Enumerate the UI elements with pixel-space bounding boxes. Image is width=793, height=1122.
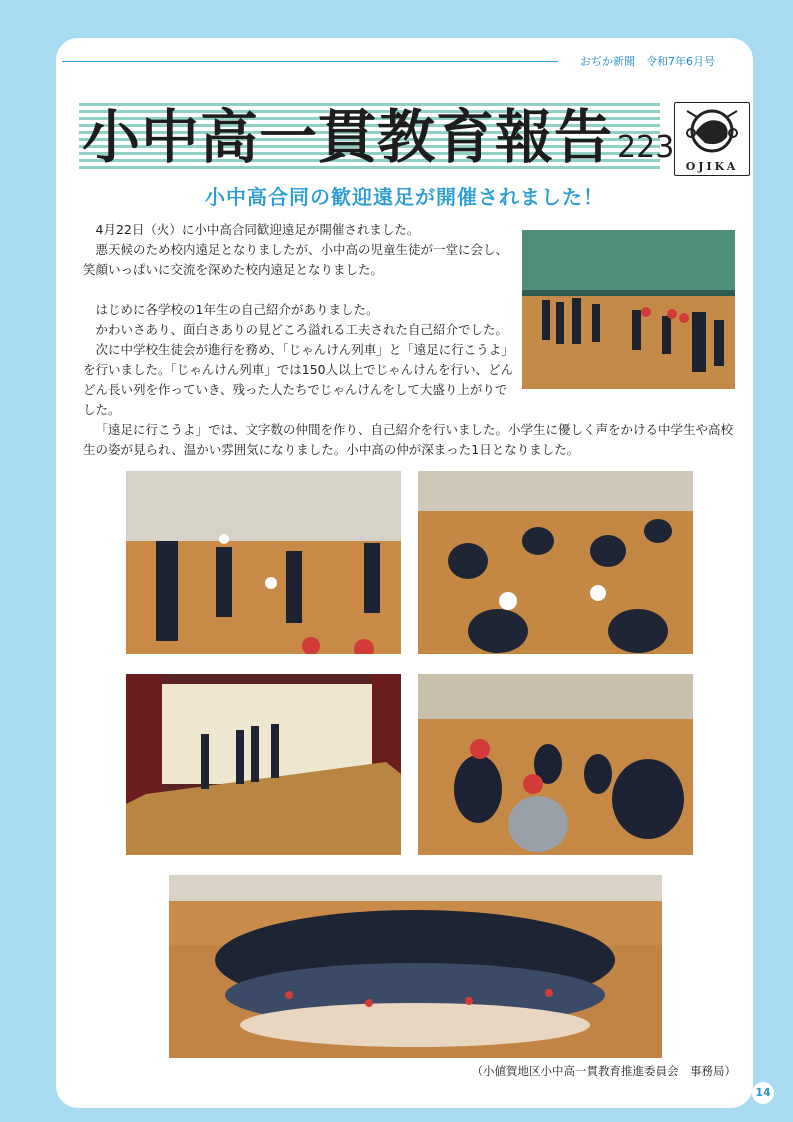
- paragraph-4: かわいさあり、面白さありの見どころ溢れる工夫された自己紹介でした。: [95, 322, 509, 337]
- title-main: 小中高一貫教育報告: [82, 103, 614, 171]
- header-rule: [62, 61, 558, 62]
- group-talk-photo: [418, 674, 693, 855]
- issue-label: おぢか新聞 令和7年6月号: [580, 55, 715, 68]
- paragraph-2: 悪天候のため校内遠足となりましたが、小中高の児童生徒が一堂に会し、笑顔いっぱいに交流を深めた校内遠足となりました。: [83, 242, 509, 277]
- page-title: [82, 102, 674, 183]
- paragraph-1: 4月22日（火）に小中高合同歓迎遠足が開催されました。: [95, 222, 420, 237]
- paragraph-5: 次に中学校生徒会が進行を務め、「じゃんけん列車」と「遠足に行こうよ」を行いました。「じゃんけん列車」では150人以上でじゃんけんを行い、どんどん長い列を作っていき、残った人たちでじゃんけんをして大盛り上がりでした。: [83, 342, 514, 417]
- page-sheet: [56, 38, 753, 1108]
- series-number: 223: [617, 130, 675, 165]
- page-number: 14: [752, 1082, 774, 1104]
- ojika-logo: [674, 102, 750, 176]
- article-subtitle: 小中高合同の歓迎遠足が開催されました！: [205, 185, 604, 209]
- group-photo: [169, 875, 662, 1058]
- stage-photo: [126, 674, 401, 855]
- text-wrap-top: [83, 220, 518, 340]
- logo-crest-icon: [675, 103, 749, 159]
- paragraph-5-lead: [83, 340, 518, 420]
- gym-jump-photo: [126, 471, 401, 654]
- logo-text: OJIKA: [685, 160, 739, 173]
- gym-overview-photo: [522, 230, 735, 389]
- paragraph-6: 「遠足に行こうよ」では、文字数の仲間を作り、自己紹介を行いました。小学生に優しく声をかける中学生や高校生の姿が見られ、温かい雰囲気になりました。小中高の仲が深まった1日となりました。: [83, 422, 734, 457]
- credit-caption: （小値賀地区小中高一貫教育推進委員会 事務局）: [471, 1064, 736, 1078]
- paragraph-3: はじめに各学校の1年生の自己紹介がありました。: [95, 302, 379, 317]
- gym-seated-photo: [418, 471, 693, 654]
